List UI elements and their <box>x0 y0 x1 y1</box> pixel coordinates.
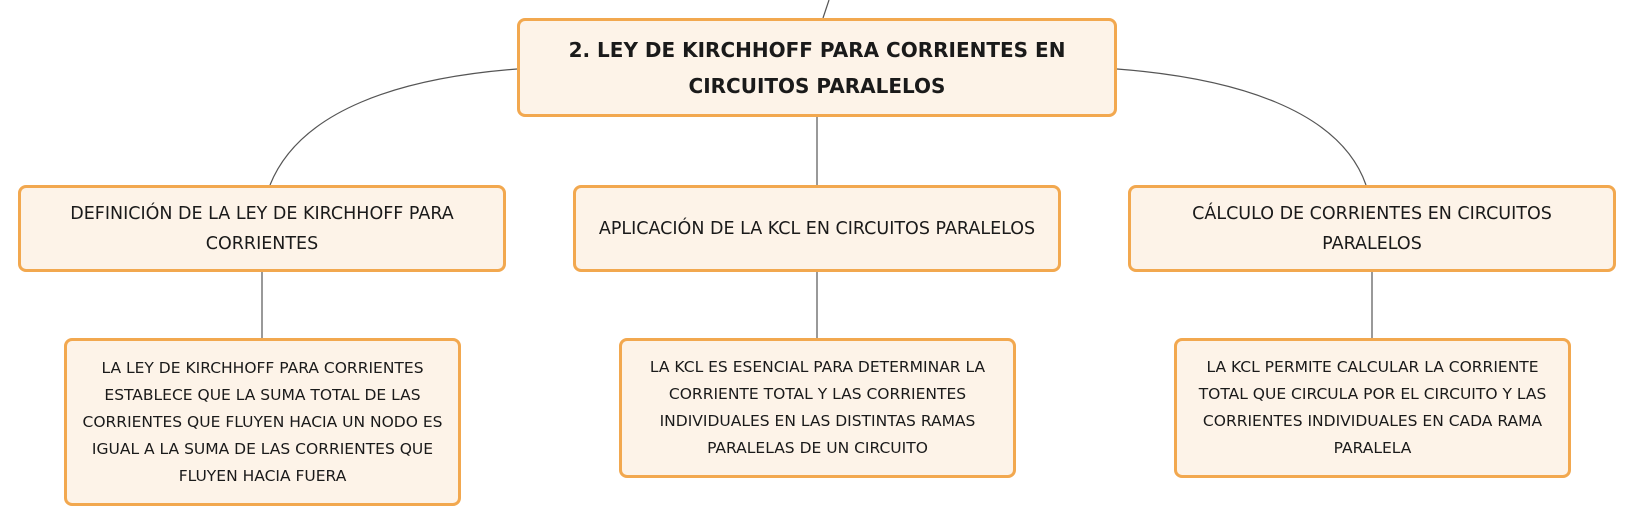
connector-root-to-calculo <box>1117 69 1366 185</box>
branch-node-definicion[interactable] <box>18 185 506 272</box>
root-node-title: 2. LEY DE KIRCHHOFF PARA CORRIENTES EN CIRCUITOS PARALELOS <box>568 37 1066 98</box>
branch-node-title: CÁLCULO DE CORRIENTES EN CIRCUITOS PARALELOS <box>1192 203 1552 254</box>
branch-node-calculo[interactable] <box>1128 185 1616 272</box>
branch-node-title: DEFINICIÓN DE LA LEY DE KIRCHHOFF PARA CORRIENTES <box>70 203 454 254</box>
detail-node-definicion[interactable] <box>64 338 461 506</box>
detail-node-text: LA KCL PERMITE CALCULAR LA CORRIENTE TOTAL QUE CIRCULA POR EL CIRCUITO Y LAS CORRIENTES INDIVIDUALES EN CADA RAMA PARALELA <box>1198 358 1547 457</box>
connector-parent-to-root <box>823 0 829 18</box>
connector-root-to-definicion <box>270 69 517 185</box>
root-node[interactable] <box>517 18 1117 117</box>
detail-node-calculo[interactable] <box>1174 338 1571 478</box>
branch-node-aplicacion[interactable] <box>573 185 1061 272</box>
detail-node-text: LA LEY DE KIRCHHOFF PARA CORRIENTES ESTABLECE QUE LA SUMA TOTAL DE LAS CORRIENTES QUE FLUYEN HACIA UN NODO ES IGUAL A LA SUMA DE LAS CORRIENTES QUE FLUYEN HACIA FUERA <box>82 358 443 485</box>
branch-node-title: APLICACIÓN DE LA KCL EN CIRCUITOS PARALELOS <box>598 218 1036 239</box>
detail-node-aplicacion[interactable] <box>619 338 1016 478</box>
detail-node-text: LA KCL ES ESENCIAL PARA DETERMINAR LA CORRIENTE TOTAL Y LAS CORRIENTES INDIVIDUALES EN LAS DISTINTAS RAMAS PARALELAS DE UN CIRCUITO <box>649 358 986 457</box>
